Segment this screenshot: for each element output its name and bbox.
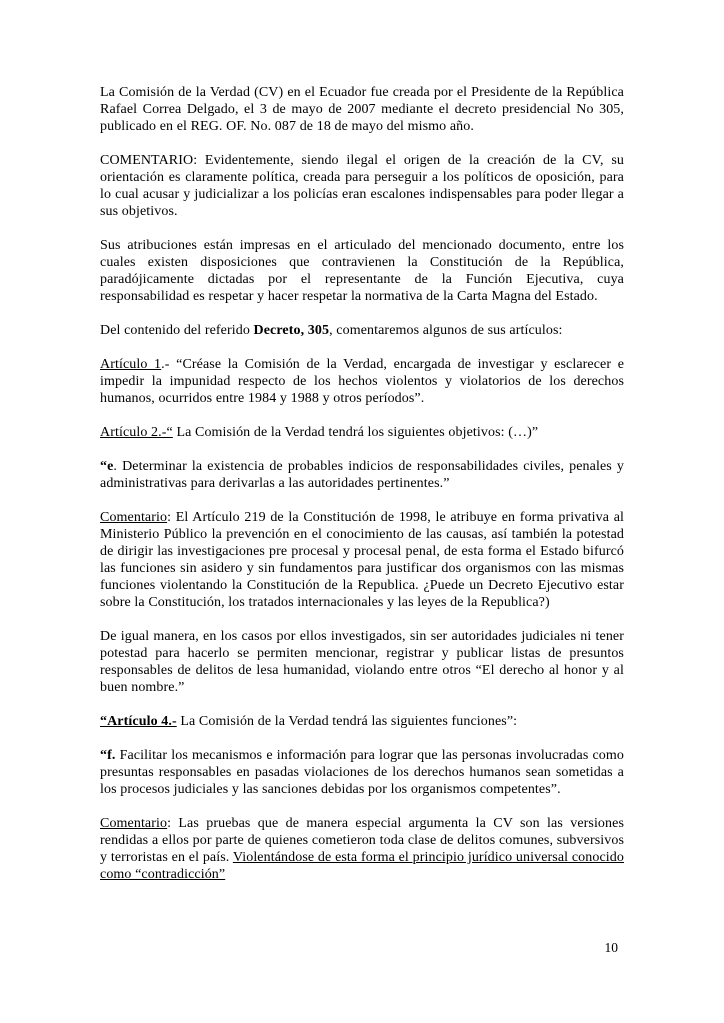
text-run: Del contenido del referido: [100, 323, 254, 338]
text-run: “Artículo 4.-: [100, 714, 177, 729]
text-run: , comentaremos algunos de sus artículos:: [329, 323, 563, 338]
paragraph: [100, 152, 624, 220]
text-run: La Comisión de la Verdad (CV) en el Ecuador fue creada por el Presidente de la República Rafael Correa Delgado, el 3 de mayo de 2007 mediante el decreto presidencial No 305, publicado en el REG. OF. No. 087 de 18 de mayo del mismo año.: [100, 85, 624, 134]
paragraph: [100, 747, 624, 798]
text-run: Comentario: [100, 816, 168, 831]
text-run: Violentándose de esta forma el principio jurídico universal conocido como “contradicción”: [100, 850, 624, 882]
paragraph: [100, 322, 624, 339]
paragraph: [100, 424, 624, 441]
text-run: Facilitar los mecanismos e información para lograr que las personas involucradas como presuntas responsables en pasadas violaciones de los derechos humanos sean sometidas a los procesos judiciales y las sanciones debidas por los organismos competentes”.: [100, 748, 624, 797]
text-run: Artículo 1: [100, 357, 162, 372]
text-run: COMENTARIO: Evidentemente, siendo ilegal el origen de la creación de la CV, su orientación es claramente política, creada para perseguir a los políticos de oposición, para lo cual acusar y judicializar a los policías eran escalones indispensables para poder llegar a sus objetivos.: [100, 153, 624, 219]
text-run: Comentario: [100, 510, 168, 525]
page-number: 10: [604, 940, 618, 955]
text-run: : Las pruebas que de manera especial argumenta la CV son las versiones rendidas a ellos por parte de quienes cometieron toda clase de delitos comunes, subversivos y terroristas en el país.: [100, 816, 624, 865]
paragraph: [100, 356, 624, 407]
text-run: Artículo 2.-“: [100, 425, 173, 440]
text-run: : El Artículo 219 de la Constitución de 1998, le atribuye en forma privativa al Ministerio Público la prevención en el conocimiento de las causas, así también la potestad de dirigir las investigaciones pre procesal y procesal penal, de esta forma el Estado bifurcó las funciones sin asidero y sin fundamentos para justificar dos organismos con las mismas funciones violentando la Constitución de la Republica. ¿Puede un Decreto Ejecutivo estar sobre la Constitución, los tratados internacionales y las leyes de la Republica?): [100, 510, 624, 610]
text-run: Decreto, 305: [253, 323, 330, 338]
paragraph: [100, 458, 624, 492]
text-run: De igual manera, en los casos por ellos investigados, sin ser autoridades judiciales ni tener potestad para hacerlo se permiten mencionar, registrar y publicar listas de presuntos responsables de delitos de lesa humanidad, violando entre otros “El derecho al honor y al buen nombre.”: [100, 629, 624, 695]
paragraph: [100, 237, 624, 305]
text-run: La Comisión de la Verdad tendrá los siguientes objetivos: (…)”: [172, 425, 539, 440]
paragraph: [100, 713, 624, 730]
text-run: Sus atribuciones están impresas en el articulado del mencionado documento, entre los cuales existen disposiciones que contravienen la Constitución de la República, paradójicamente dictadas por el representante de la Función Ejecutiva, cuya responsabilidad es respetar y hacer respetar la normativa de la Carta Magna del Estado.: [100, 238, 624, 304]
text-run: La Comisión de la Verdad tendrá las siguientes funciones”:: [176, 714, 518, 729]
paragraph: [100, 815, 624, 883]
text-run: “e: [100, 459, 114, 474]
paragraph: [100, 84, 624, 135]
paragraph: [100, 509, 624, 611]
text-run: . Determinar la existencia de probables indicios de responsabilidades civiles, penales y administrativas para derivarlas a las autoridades pertinentes.”: [100, 459, 624, 491]
document-body: [100, 84, 624, 900]
paragraph: [100, 628, 624, 696]
text-run: .- “Créase la Comisión de la Verdad, encargada de investigar y esclarecer e impedir la impunidad respecto de los hechos violentos y violatorios de los derechos humanos, ocurridos entre 1984 y 1988 y otros períodos”.: [100, 357, 625, 406]
text-run: “f.: [100, 748, 116, 763]
